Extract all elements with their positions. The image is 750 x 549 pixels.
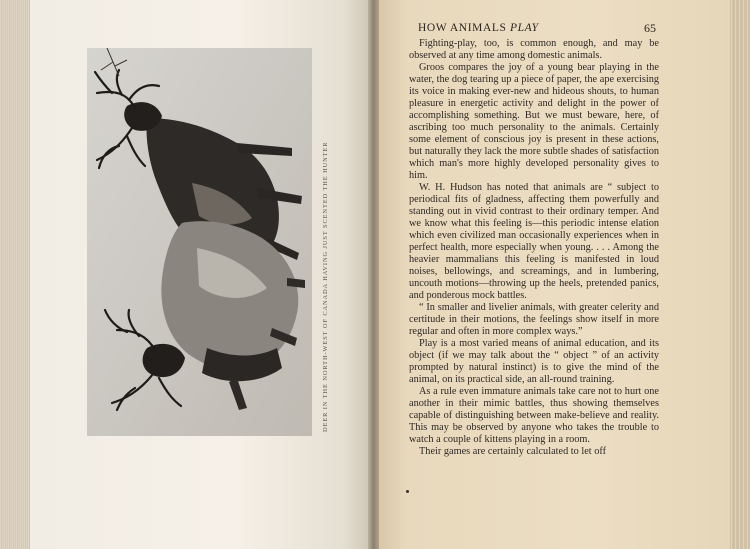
paragraph-5: Play is a most varied means of animal education, and its object (if we may talk about the “ object ” of an activity prompted by natural instinct) is to give the mind of the animal, on its practical side, an all-round training. xyxy=(409,338,659,385)
left-page-edges xyxy=(0,0,30,549)
paragraph-7: Their games are certainly calculated to let off xyxy=(419,446,607,457)
body-text xyxy=(409,38,659,458)
paragraph-3: W. H. Hudson has noted that animals are “ subject to periodical fits of gladness, affecting them powerfully and standing out in vivid contrast to their ordinary temper. And we know what this feeling is—this periodic intense elation which even civilized man occasionally experiences when in perfect health, more especially when young. . . . Among the heavier mammalians this feeling is manifested in loud noises, bellowings, and screamings, and in lumbering, uncouth motions—throwing up the heels, pretended panics, and ponderous mock battles. xyxy=(409,182,659,301)
running-header-text: HOW ANIMALS xyxy=(418,22,510,34)
plate-caption: DEER IN THE NORTH-WEST OF CANADA HAVING JUST SCENTED THE HUNTER xyxy=(322,141,329,432)
running-header-italic: PLAY xyxy=(509,22,539,34)
deer-photo-illustration xyxy=(87,48,312,436)
paragraph-2: Groos compares the joy of a young bear playing in the water, the dog tearing up a piece of paper, the ape exercising its voice in making ever-new and hideous shouts, to human pleasure in energetic activity and delight in the power of accomplishing something. But we must beware, here, of ascribing too much personality to the animals. Certainly some element of conscious joy is present in these actions, but naturally they lack the more subtle shades of satisfaction which man's more highly developed personality gives to him. xyxy=(409,62,659,181)
paragraph-6: As a rule even immature animals take care not to hurt one another in their mimic battles, thus showing themselves capable of distinguishing between make-believe and reality. This may be observed by anyone who takes the trouble to watch a couple of kittens playing in a room. xyxy=(409,386,659,445)
right-page-edges xyxy=(730,0,750,549)
paragraph-4: “ In smaller and livelier animals, with greater celerity and certitude in their motions, the feelings show itself in more regular and often in more complex ways.” xyxy=(409,302,659,337)
page-number: 65 xyxy=(644,21,656,35)
paragraph-1: Fighting-play, too, is common enough, and may be observed at any time among domestic animals. xyxy=(409,38,659,61)
deer-photograph xyxy=(87,48,312,436)
ink-mark xyxy=(406,490,409,493)
running-header xyxy=(418,22,658,34)
